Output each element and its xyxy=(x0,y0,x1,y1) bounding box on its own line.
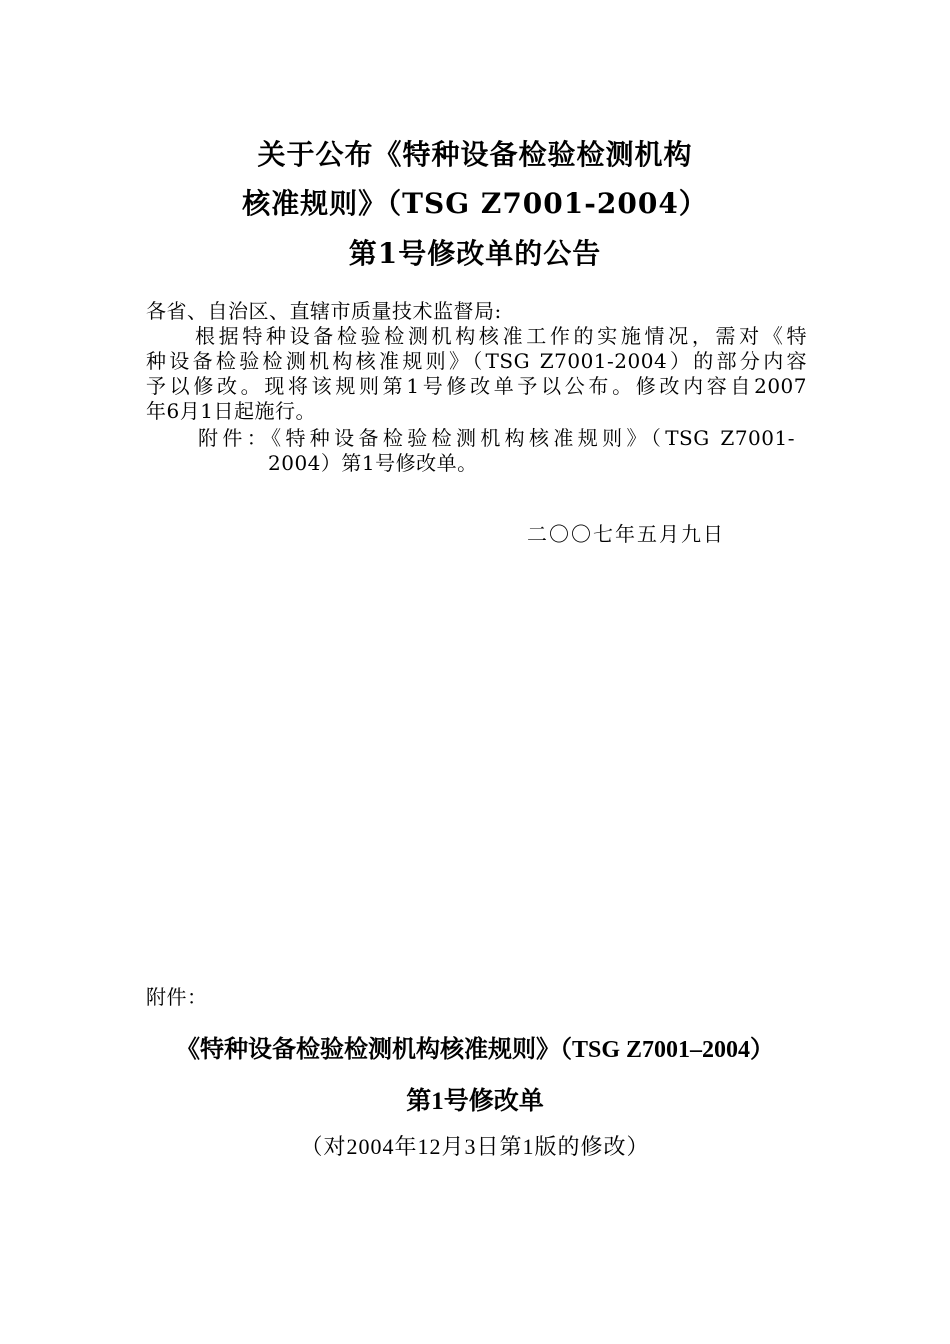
notice-title-line-3: 第1号修改单的公告 xyxy=(348,237,602,270)
issue-date: 二〇〇七年五月九日 xyxy=(527,522,725,546)
body-line-1: 根据特种设备检验检测机构核准工作的实施情况，需对《特 xyxy=(195,324,807,348)
attachment-reference-line-1: 附件：《特种设备检验检测机构核准规则》（TSG Z7001- xyxy=(198,426,795,450)
notice-title-line-2: 核准规则》（TSG Z7001-2004） xyxy=(242,187,708,220)
body-line-3: 予以修改。现将该规则第1号修改单予以公布。修改内容自2007 xyxy=(146,374,807,398)
attachment-label: 附件： xyxy=(146,985,208,1009)
attachment-title: 《特种设备检验检测机构核准规则》（TSG Z7001–2004） xyxy=(175,1037,775,1063)
body-line-4: 年6月1日起施行。 xyxy=(146,399,316,423)
salutation: 各省、自治区、直辖市质量技术监督局: xyxy=(146,299,502,323)
attachment-reference-line-2: 2004）第1号修改单。 xyxy=(268,451,478,475)
attachment-note: （对2004年12月3日第1版的修改） xyxy=(300,1134,650,1159)
attachment-subtitle: 第1号修改单 xyxy=(406,1088,544,1115)
body-line-2: 种设备检验检测机构核准规则》（TSG Z7001-2004）的部分内容 xyxy=(146,349,807,373)
notice-title-line-1: 关于公布《特种设备检验检测机构 xyxy=(257,138,693,171)
